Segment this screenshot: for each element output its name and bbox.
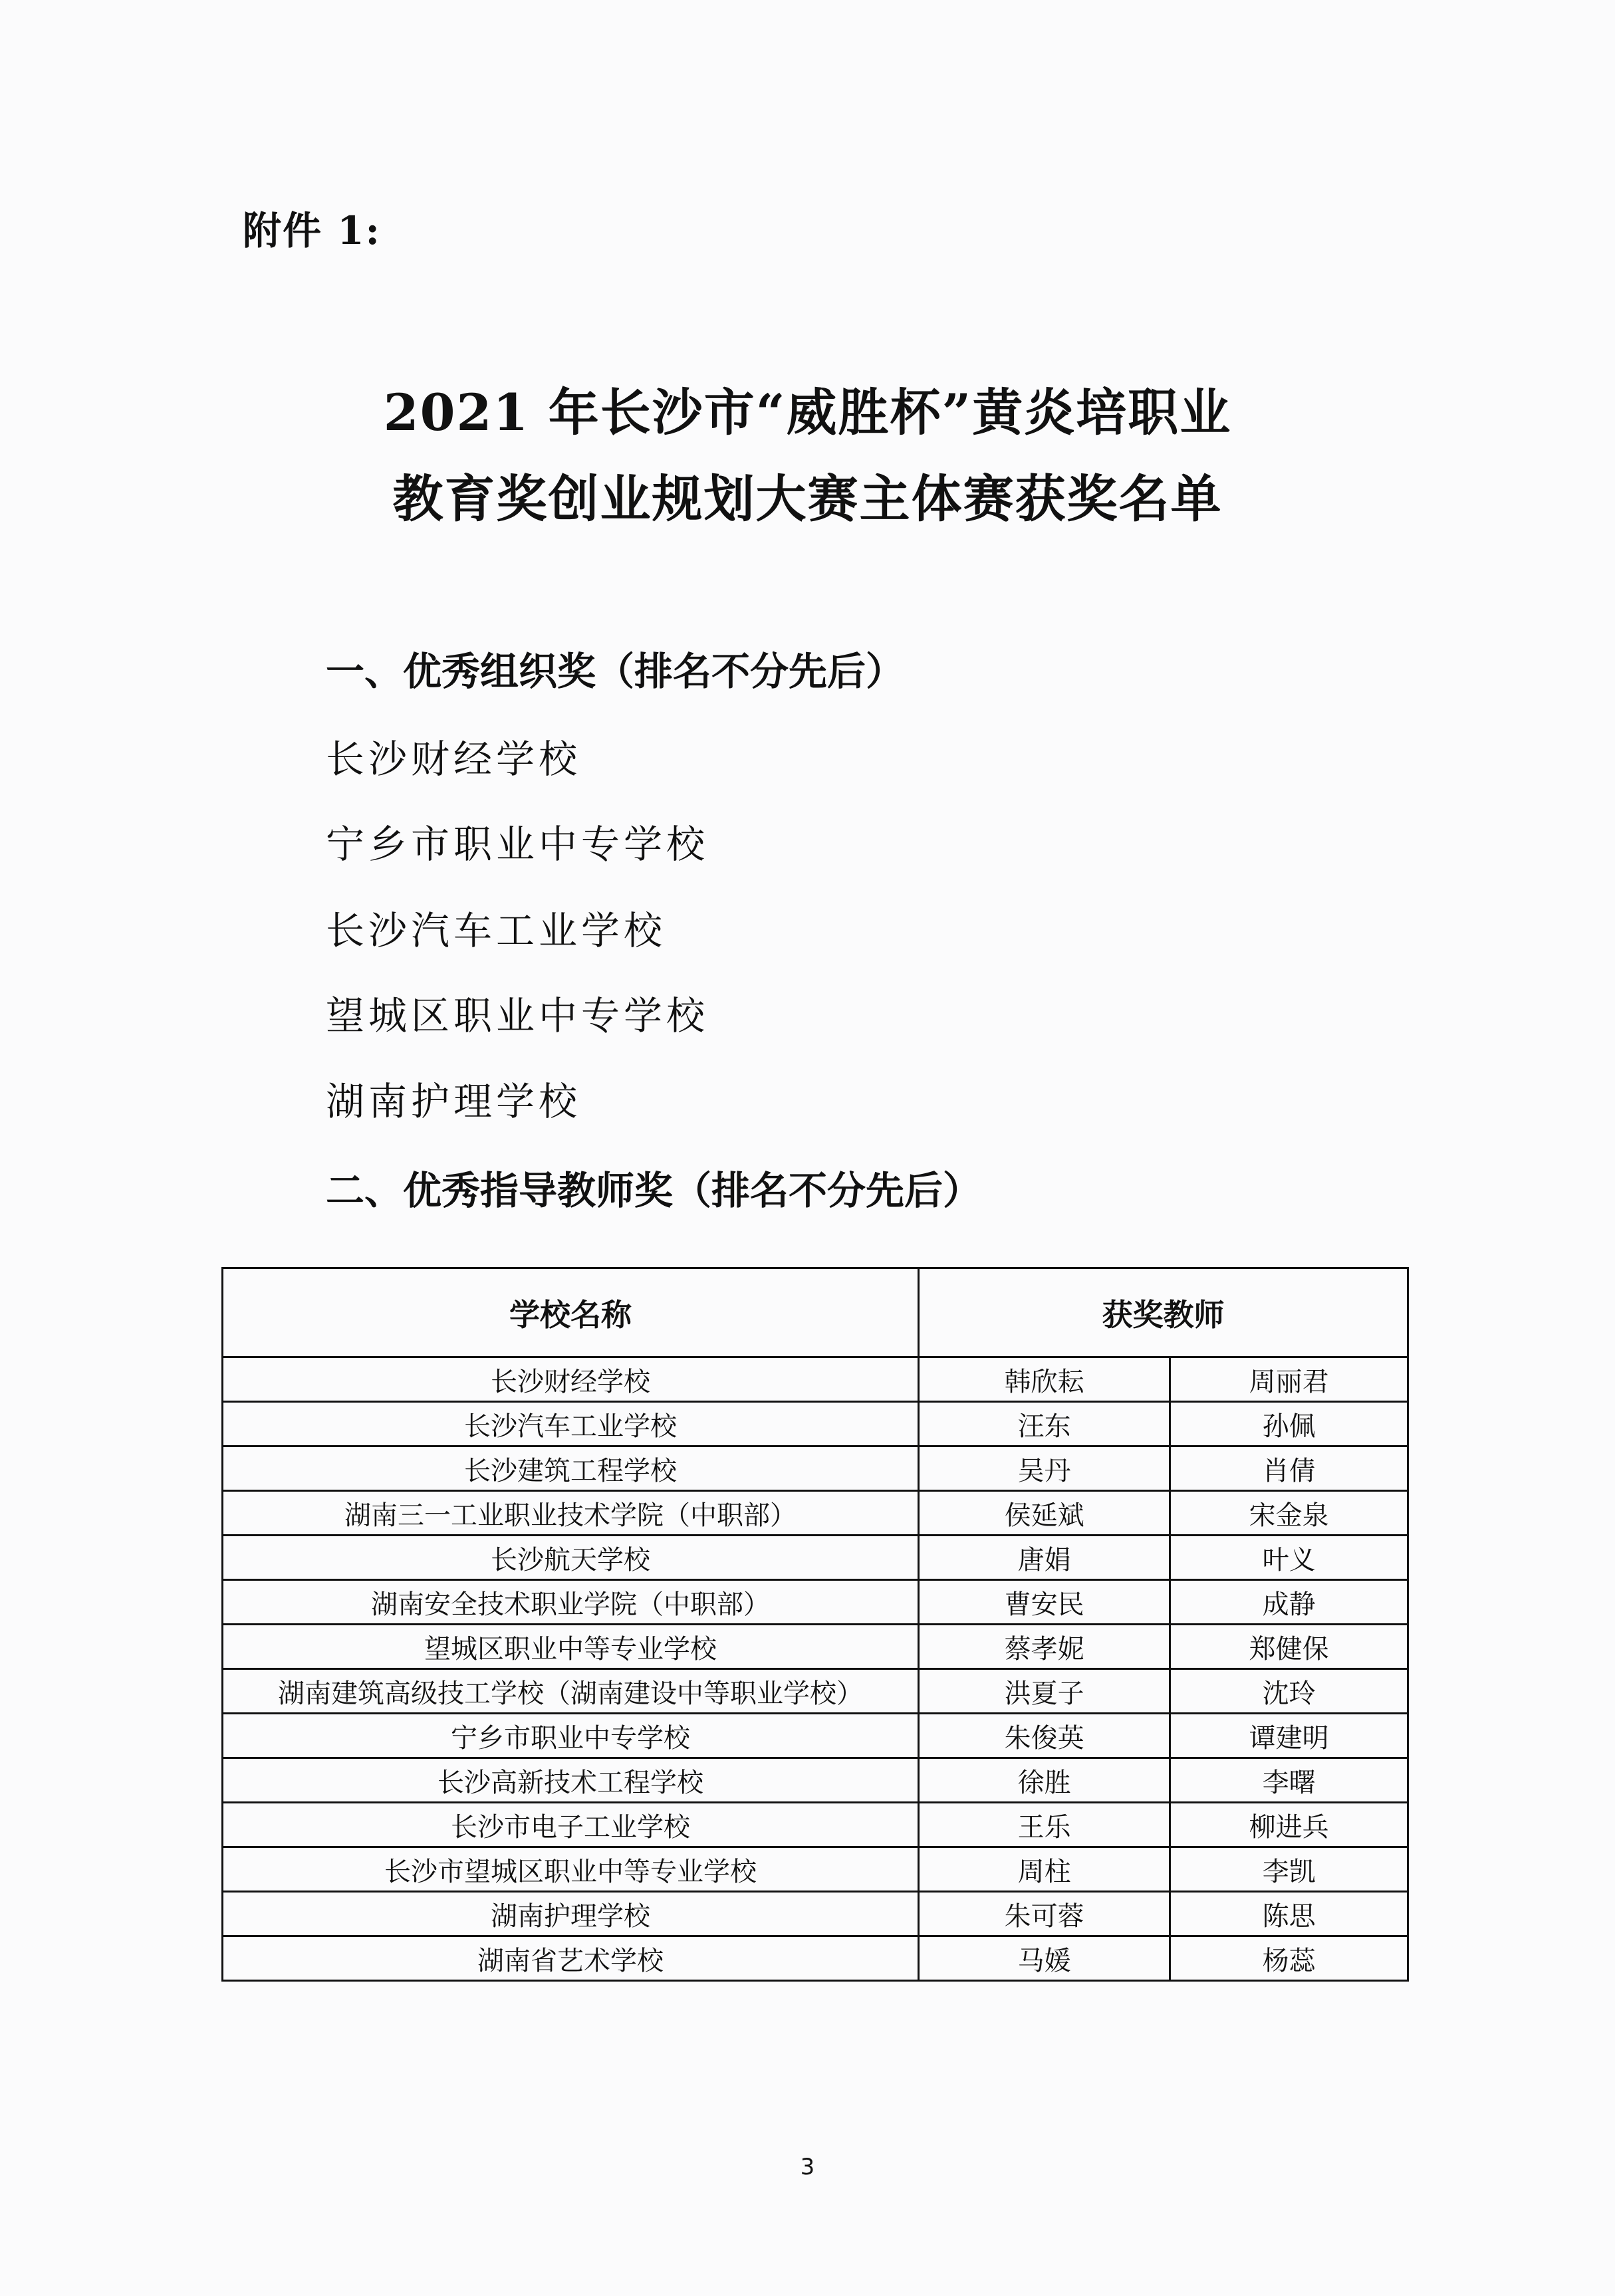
teacher-cell: 马媛	[918, 1936, 1170, 1981]
table-row	[223, 1803, 1408, 1847]
teacher-cell: 宋金泉	[1170, 1491, 1408, 1536]
header-award-teachers: 获奖教师	[918, 1268, 1408, 1357]
school-cell: 宁乡市职业中专学校	[223, 1714, 919, 1758]
table-row	[223, 1491, 1408, 1536]
header-school-name: 学校名称	[223, 1268, 919, 1357]
school-cell: 长沙高新技术工程学校	[223, 1758, 919, 1803]
teacher-cell: 唐娟	[918, 1536, 1170, 1580]
school-cell: 长沙市电子工业学校	[223, 1803, 919, 1847]
attachment-label: 附件 1:	[243, 208, 381, 253]
school-cell: 湖南建筑高级技工学校（湖南建设中等职业学校）	[223, 1669, 919, 1714]
table-row	[223, 1446, 1408, 1491]
teacher-cell: 李曙	[1170, 1758, 1408, 1803]
school-cell: 长沙航天学校	[223, 1536, 919, 1580]
teacher-cell: 李凯	[1170, 1847, 1408, 1892]
school-cell: 湖南三一工业职业技术学院（中职部）	[223, 1491, 919, 1536]
teacher-cell: 蔡孝妮	[918, 1625, 1170, 1669]
teacher-cell: 汪东	[918, 1402, 1170, 1446]
teacher-cell: 曹安民	[918, 1580, 1170, 1625]
teacher-cell: 陈思	[1170, 1892, 1408, 1936]
title-line-2: 教育奖创业规划大赛主体赛获奖名单	[392, 469, 1223, 528]
table-row	[223, 1892, 1408, 1936]
table-row	[223, 1402, 1408, 1446]
table-row	[223, 1669, 1408, 1714]
table-row	[223, 1847, 1408, 1892]
teacher-cell: 沈玲	[1170, 1669, 1408, 1714]
teacher-cell: 谭建明	[1170, 1714, 1408, 1758]
table-header-row	[223, 1268, 1408, 1357]
organization-award-school: 长沙汽车工业学校	[326, 908, 667, 953]
school-cell: 湖南安全技术职业学院（中职部）	[223, 1580, 919, 1625]
title-line-1: 2021 年长沙市“威胜杯”黄炎培职业	[383, 383, 1232, 442]
table-row	[223, 1714, 1408, 1758]
teacher-cell: 吴丹	[918, 1446, 1170, 1491]
teacher-cell: 韩欣耘	[918, 1357, 1170, 1402]
school-cell: 望城区职业中等专业学校	[223, 1625, 919, 1669]
table-row	[223, 1625, 1408, 1669]
table-row	[223, 1580, 1408, 1625]
table-row	[223, 1536, 1408, 1580]
teacher-cell: 朱可蓉	[918, 1892, 1170, 1936]
school-cell: 长沙市望城区职业中等专业学校	[223, 1847, 919, 1892]
organization-award-school: 望城区职业中专学校	[326, 993, 709, 1038]
teacher-cell: 洪夏子	[918, 1669, 1170, 1714]
teacher-cell: 周柱	[918, 1847, 1170, 1892]
teacher-cell: 朱俊英	[918, 1714, 1170, 1758]
table-row	[223, 1357, 1408, 1402]
school-cell: 长沙建筑工程学校	[223, 1446, 919, 1491]
teacher-cell: 叶义	[1170, 1536, 1408, 1580]
teacher-cell: 周丽君	[1170, 1357, 1408, 1402]
school-cell: 长沙财经学校	[223, 1357, 919, 1402]
teacher-cell: 侯延斌	[918, 1491, 1170, 1536]
organization-award-school: 长沙财经学校	[326, 737, 582, 782]
teacher-cell: 王乐	[918, 1803, 1170, 1847]
teacher-cell: 柳进兵	[1170, 1803, 1408, 1847]
section-2-heading: 二、优秀指导教师奖（排名不分先后）	[326, 1168, 982, 1213]
teacher-cell: 肖倩	[1170, 1446, 1408, 1491]
teacher-cell: 徐胜	[918, 1758, 1170, 1803]
teacher-cell: 杨蕊	[1170, 1936, 1408, 1981]
section-1-heading: 一、优秀组织奖（排名不分先后）	[326, 649, 905, 694]
school-cell: 长沙汽车工业学校	[223, 1402, 919, 1446]
organization-award-school: 宁乡市职业中专学校	[326, 822, 709, 867]
organization-award-school: 湖南护理学校	[326, 1079, 582, 1124]
teacher-cell: 郑健保	[1170, 1625, 1408, 1669]
teacher-cell: 成静	[1170, 1580, 1408, 1625]
teacher-cell: 孙佩	[1170, 1402, 1408, 1446]
school-cell: 湖南护理学校	[223, 1892, 919, 1936]
school-cell: 湖南省艺术学校	[223, 1936, 919, 1981]
page-number: 3	[800, 2154, 815, 2180]
teacher-award-table	[221, 1267, 1409, 1982]
table-row	[223, 1758, 1408, 1803]
table-row	[223, 1936, 1408, 1981]
